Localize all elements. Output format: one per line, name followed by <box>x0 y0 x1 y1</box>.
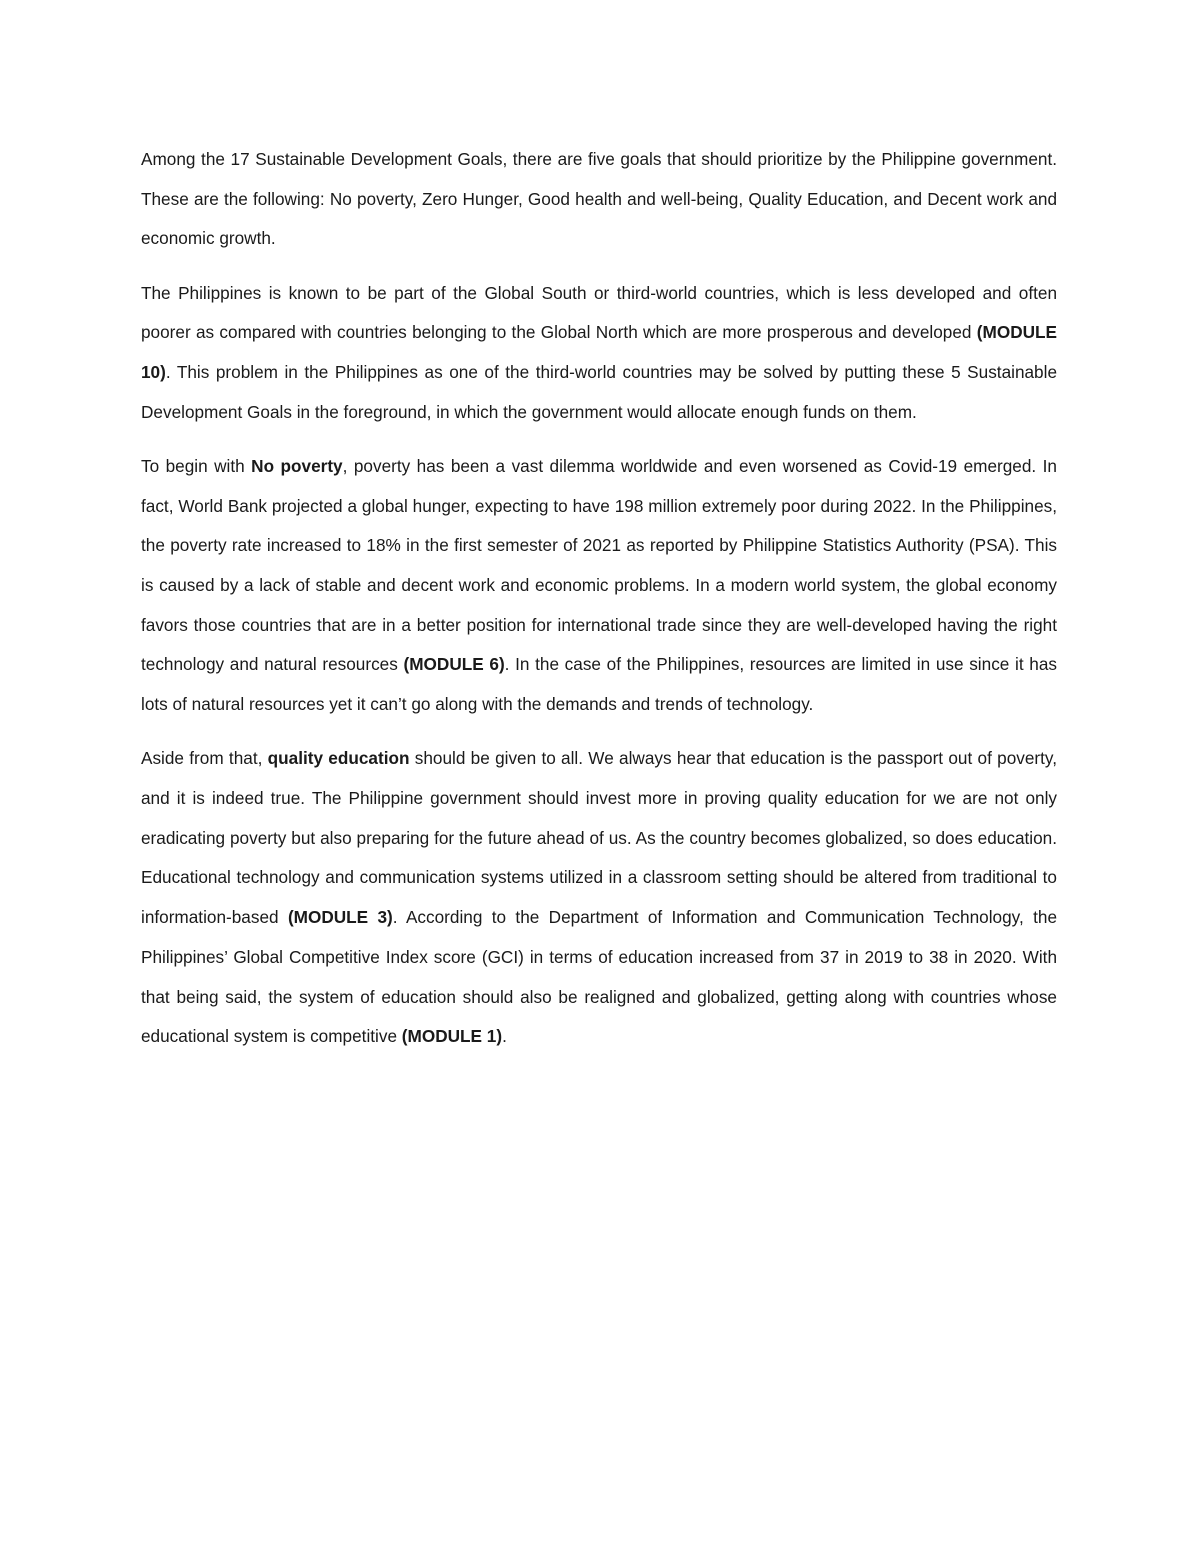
paragraph-text: The Philippines is known to be part of the Global South or third-world countries, which is less developed and often poorer as compared with countries belonging to the Global North which are more prosperous and developed <box>141 282 1057 343</box>
module-reference: (MODULE 1) <box>401 1026 503 1047</box>
paragraph-quality-education <box>141 739 1057 1057</box>
module-reference: (MODULE 3) <box>287 907 393 928</box>
paragraph-text: . According to the Department of Information and Communication Technology, the Philippines’ Global Competitive Index score (GCI) in terms of education increased from 37 in 2019 to 38 in 2020. With that being said, the system of education should also be realigned and globalized, getting along with countries whose educational system is competitive <box>141 907 1057 1047</box>
paragraph-text: Among the 17 Sustainable Development Goals, there are five goals that should prioritize by the Philippine government. These are the following: No poverty, Zero Hunger, Good health and well-being, Quality Education, and Decent work and economic growth. <box>141 149 1057 249</box>
emphasis-term: No poverty <box>251 455 343 476</box>
document-body <box>141 140 1057 1071</box>
paragraph-global-south <box>141 274 1057 433</box>
paragraph-text: . <box>502 1026 507 1047</box>
paragraph-text: . This problem in the Philippines as one of the third-world countries may be solved by putting these 5 Sustainable Development Goals in the foreground, in which the government would allocate enough funds on them. <box>141 362 1057 422</box>
paragraph-intro <box>141 140 1057 259</box>
module-reference: (MODULE 6) <box>403 654 505 675</box>
paragraph-text: Aside from that, <box>141 748 268 769</box>
paragraph-text: . In the case of the Philippines, resources are limited in use since it has lots of natural resources yet it can’t go along with the demands and trends of technology. <box>141 654 1057 715</box>
module-reference: (MODULE 10) <box>141 322 1057 383</box>
paragraph-no-poverty <box>141 447 1057 725</box>
paragraph-text: To begin with <box>141 455 252 476</box>
emphasis-term: quality education <box>267 748 410 769</box>
paragraph-text: , poverty has been a vast dilemma worldwide and even worsened as Covid-19 emerged. In fact, World Bank projected a global hunger, expecting to have 198 million extremely poor during 2022. In the Philippines, the poverty rate increased to 18% in the first semester of 2021 as reported by Philippine Statistics Authority (PSA). This is caused by a lack of stable and decent work and economic problems. In a modern world system, the global economy favors those countries that are in a better position for international trade since they are well-developed having the right technology and natural resources <box>141 455 1057 675</box>
paragraph-text: should be given to all. We always hear that education is the passport out of poverty, and it is indeed true. The Philippine government should invest more in proving quality education for we are not only eradicating poverty but also preparing for the future ahead of us. As the country becomes globalized, so does education. Educational technology and communication systems utilized in a classroom setting should be altered from traditional to information-based <box>141 748 1057 928</box>
